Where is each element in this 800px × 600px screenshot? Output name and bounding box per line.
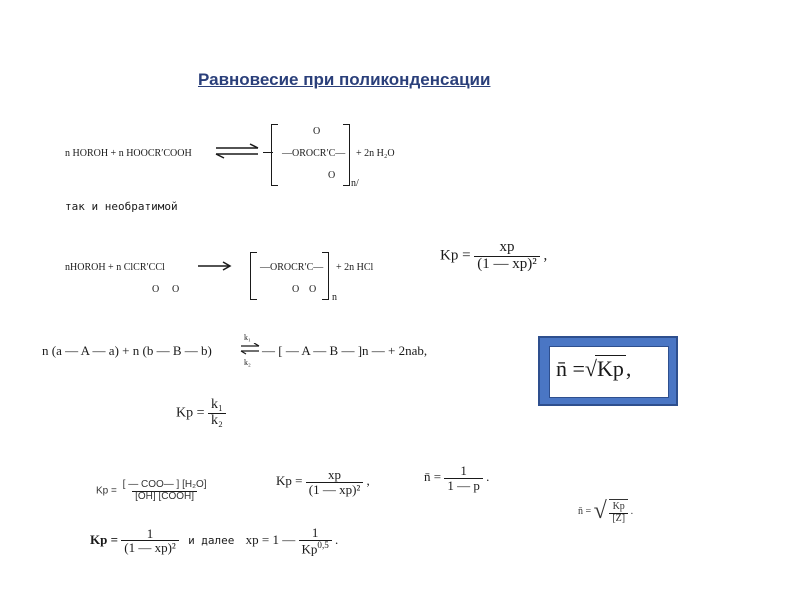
reaction3-products: — [ — A — B — ]n — + 2nab, [262, 343, 428, 358]
kp-x-denominator: (1 — xр)² [474, 256, 540, 273]
equilibrium-arrows-icon [214, 143, 260, 159]
repeat-unit-2: —OROCR′C— [260, 262, 324, 273]
boxed-tail: , [625, 356, 632, 381]
ester-o-1: O [292, 284, 300, 295]
kp-conc-lhs: Kр = [96, 485, 117, 497]
carbonyl-o-top: O [313, 126, 321, 137]
kp-conc-equation [96, 480, 210, 502]
boxed-lhs: n̄ = [556, 356, 585, 381]
kp-x2-denominator: (1 — xр)² [306, 482, 364, 497]
page-title: Равновесие при поликонденсации [198, 70, 491, 89]
n-z-lhs: n̄ = [578, 505, 592, 517]
n-p-numerator: 1 [460, 463, 467, 478]
kp-final-lhs: Kр = [90, 531, 118, 547]
kp-k-numerator: k₁ [211, 397, 223, 412]
k1-label: k₁ [244, 333, 251, 342]
n-p-tail: . [486, 469, 490, 485]
kp-x2-lhs: Kр = [276, 473, 303, 489]
right-bracket [343, 124, 350, 186]
degree-subscript: n/ [351, 178, 359, 189]
kp-k-denominator: k₂ [208, 413, 226, 429]
kp-conc-numerator: [ — COO— ] [H₂O] [122, 479, 207, 490]
xp-denominator-exponent: 0,5 [317, 539, 329, 550]
sqrt-icon: √ [584, 356, 597, 381]
kp-x-equation [440, 240, 547, 273]
ester-o-2: O [309, 284, 317, 295]
n-p-lhs: n̄ = [424, 469, 442, 485]
n-p-equation [424, 464, 489, 492]
reaction1-byproduct: + 2n H₂O [356, 148, 395, 159]
kp-conc-denominator: [OH] [COOH] [132, 491, 197, 503]
xp-numerator: 1 [311, 525, 319, 540]
carbonyl-o-bottom: O [328, 170, 336, 181]
repeat-unit: —OROCR′C— [282, 148, 346, 159]
kp-x-numerator: xр [499, 239, 515, 255]
left-bracket [271, 124, 278, 186]
kp-x-lhs: Kр = [440, 247, 471, 264]
n-z-denominator: [Z] [609, 513, 628, 525]
reaction1-reactants: n HOROH + n HOOCR′COOH [65, 148, 192, 159]
highlight-box [538, 336, 678, 406]
kp-x2-numerator: xр [328, 467, 342, 482]
kp-x2-equation [276, 468, 370, 496]
n-z-tail: . [630, 505, 634, 517]
acyl-o-1: O [152, 284, 160, 295]
n-p-denominator: 1 — p [444, 478, 483, 493]
xp-denominator-base: Kр [301, 540, 318, 556]
kp-final-tail: . [335, 531, 339, 547]
kp-k-lhs: Kр = [176, 405, 205, 421]
reaction2-byproduct: + 2n HCl [336, 262, 374, 273]
equilibrium-arrows-icon-2 [240, 343, 260, 355]
degree-polymerization-formula [556, 355, 631, 382]
acyl-o-2: O [172, 284, 180, 295]
note-text: так и необратимой [65, 200, 178, 213]
right-bracket-2 [322, 252, 329, 300]
n-z-numerator: Kр [612, 501, 625, 512]
kp-final-denominator: (1 — xр)² [121, 540, 179, 555]
k2-label: k₂ [244, 358, 251, 367]
kp-final-equation [90, 526, 338, 556]
left-bracket-2 [250, 252, 257, 300]
xp-denominator [299, 540, 332, 556]
reaction3-reactants: n (a — A — a) + n (b — B — b) [42, 343, 212, 358]
kp-x2-tail: , [366, 473, 370, 489]
kp-x-tail: , [543, 247, 548, 264]
kp-final-connector: и далее [188, 533, 235, 547]
reaction-arrow-icon [196, 261, 232, 271]
kp-k-equation [176, 398, 226, 428]
kp-final-numerator: 1 [146, 525, 154, 541]
n-z-equation [578, 498, 633, 525]
highlight-box-inner [549, 346, 669, 398]
reaction2-reactants: nHOROH + n ClCR′CCl [65, 262, 165, 273]
degree-subscript-2: n [332, 292, 337, 303]
boxed-root: Kр [597, 356, 624, 381]
xp-lhs: xр = 1 — [245, 531, 296, 547]
sqrt-icon-2: √ [593, 498, 607, 524]
